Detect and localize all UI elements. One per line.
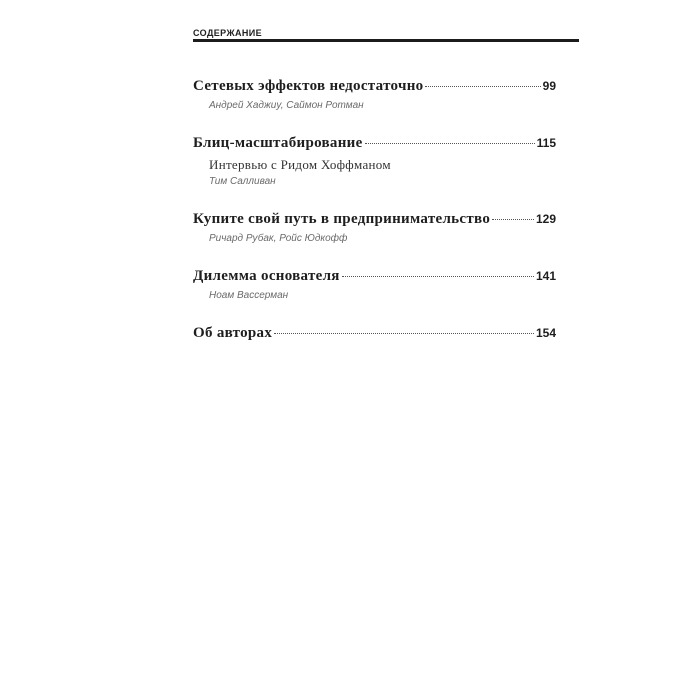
toc-entry-title[interactable]: Купите свой путь в предпринимательство bbox=[193, 211, 491, 227]
toc-entry-line bbox=[193, 325, 556, 345]
dot-leader bbox=[425, 86, 540, 87]
toc-entry-title[interactable]: Дилемма основателя bbox=[193, 268, 340, 284]
toc-entry bbox=[193, 78, 556, 114]
dot-leader bbox=[492, 219, 534, 220]
section-header: СОДЕРЖАНИЕ bbox=[193, 28, 263, 38]
table-of-contents bbox=[193, 78, 556, 345]
toc-entry-line bbox=[193, 135, 556, 155]
toc-entry-title[interactable]: Блиц-масштабирование bbox=[193, 135, 363, 151]
toc-entry bbox=[193, 135, 556, 190]
toc-entry-line bbox=[193, 211, 556, 231]
toc-entry-page: 141 bbox=[535, 269, 556, 283]
toc-entry-page: 99 bbox=[542, 79, 556, 93]
dot-leader bbox=[342, 276, 534, 277]
toc-entry-authors: Ричард Рубак, Ройс Юдкофф bbox=[209, 233, 348, 244]
toc-entry-subtitle: Интервью с Ридом Хоффманом bbox=[209, 157, 391, 172]
toc-entry bbox=[193, 211, 556, 247]
toc-entry-title[interactable]: Об авторах bbox=[193, 325, 273, 341]
toc-entry-page: 129 bbox=[535, 212, 556, 226]
toc-entry bbox=[193, 268, 556, 304]
toc-entry-line bbox=[193, 268, 556, 288]
toc-entry-authors: Андрей Хаджиу, Саймон Ротман bbox=[209, 100, 364, 111]
toc-entry bbox=[193, 325, 556, 345]
toc-entry-authors: Тим Салливан bbox=[209, 176, 276, 187]
toc-entry-page: 154 bbox=[535, 326, 556, 340]
toc-entry-page: 115 bbox=[536, 136, 556, 150]
header-divider bbox=[193, 39, 579, 42]
dot-leader bbox=[365, 143, 535, 144]
dot-leader bbox=[274, 333, 534, 334]
toc-entry-authors: Ноам Вассерман bbox=[209, 290, 289, 301]
toc-entry-line bbox=[193, 78, 556, 98]
toc-entry-title[interactable]: Сетевых эффектов недостаточно bbox=[193, 78, 424, 94]
